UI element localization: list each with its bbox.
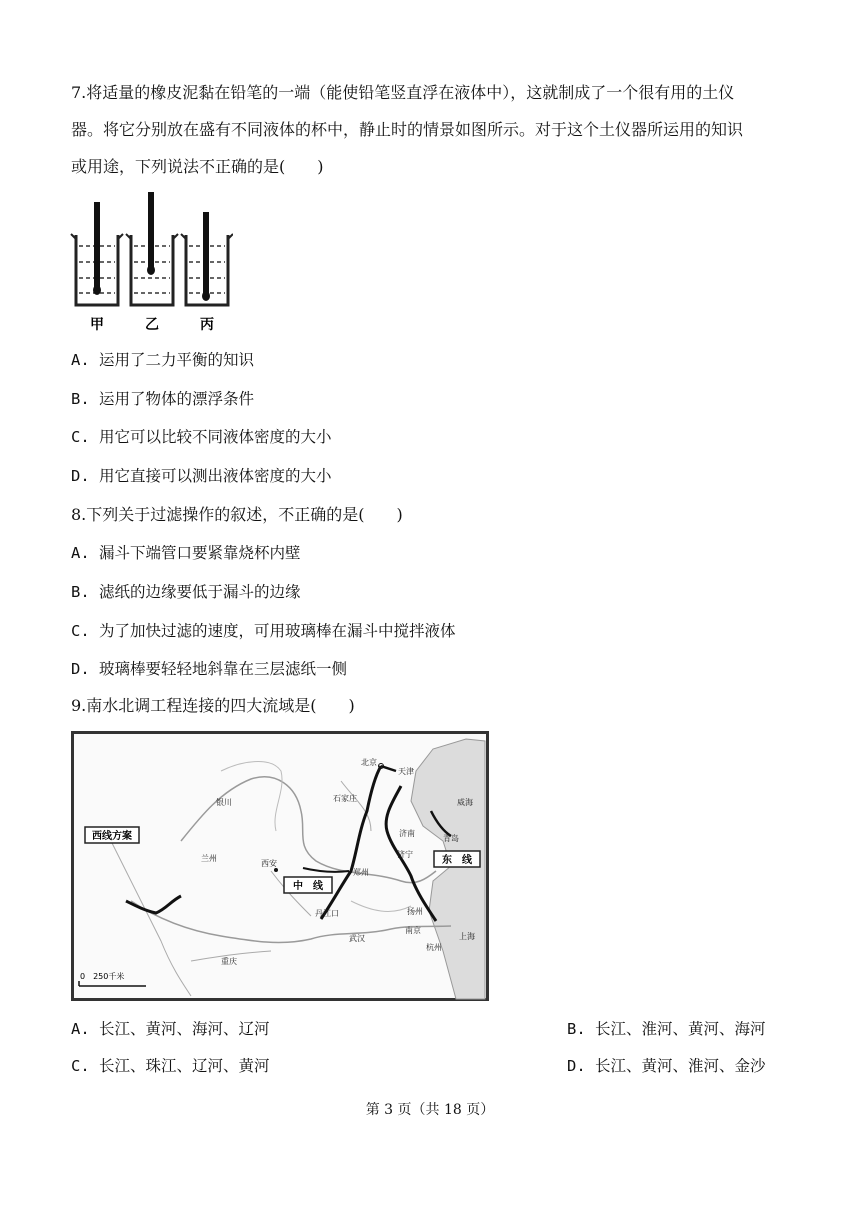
q9-option-b[interactable]: B. 长江、淮河、黄河、海河 (567, 1020, 766, 1038)
label-jia: 甲 (90, 317, 104, 333)
q9-map-south-north-water (71, 731, 489, 1001)
label-bing: 丙 (200, 317, 214, 333)
city-chongqing: 重庆 (221, 957, 237, 966)
city-jining: 济宁 (397, 850, 413, 859)
q8-option-c[interactable]: C. 为了加快过滤的速度，可用玻璃棒在漏斗中搅拌液体 (71, 622, 456, 640)
beaker-yi (126, 192, 178, 305)
city-xian: 西安 (261, 859, 277, 868)
city-wuhan: 武汉 (349, 934, 365, 943)
q9-option-d[interactable]: D. 长江、黄河、淮河、金沙 (567, 1057, 766, 1075)
city-shanghai: 上海 (459, 932, 475, 941)
city-hangzhou: 杭州 (426, 943, 442, 952)
label-middle-route: 中 线 (293, 881, 323, 892)
beaker-jia (71, 202, 123, 305)
city-beijing: 北京 (361, 758, 377, 767)
q8-option-d[interactable]: D. 玻璃棒要轻轻地斜靠在三层滤纸一侧 (71, 660, 348, 678)
city-yinchuan: 银川 (216, 798, 232, 807)
city-zhengzhou: 郑州 (353, 868, 369, 877)
q7-option-c[interactable]: C. 用它可以比较不同液体密度的大小 (71, 428, 332, 446)
label-yi: 乙 (145, 317, 159, 333)
q7-figure-beakers (68, 190, 233, 335)
city-yangzhou: 扬州 (407, 907, 423, 916)
label-east-route: 东 线 (442, 855, 472, 866)
q7-option-b[interactable]: B. 运用了物体的漂浮条件 (71, 390, 255, 408)
q8-stem: 8.下列关于过滤操作的叙述，不正确的是( ) (71, 505, 403, 524)
city-nanjing: 南京 (405, 926, 421, 935)
city-shijiazhuang: 石家庄 (333, 794, 357, 803)
q7-option-a[interactable]: A. 运用了二力平衡的知识 (71, 351, 255, 369)
beaker-bing (181, 212, 233, 305)
q9-option-c[interactable]: C. 长江、珠江、辽河、黄河 (71, 1057, 270, 1075)
city-jinan: 济南 (399, 829, 415, 838)
q7-option-d[interactable]: D. 用它直接可以测出液体密度的大小 (71, 467, 332, 485)
q9-option-a[interactable]: A. 长江、黄河、海河、辽河 (71, 1020, 270, 1038)
q7-stem-line-3: 或用途，下列说法不正确的是( ) (71, 157, 324, 176)
city-danjiangkou: 丹江口 (315, 909, 339, 918)
city-weihai: 威海 (457, 798, 473, 807)
q9-stem: 9.南水北调工程连接的四大流域是( ) (71, 696, 355, 715)
city-tianjin: 天津 (398, 767, 414, 776)
city-lanzhou: 兰州 (201, 854, 217, 863)
page-footer: 第 3 页（共 18 页） (365, 1102, 495, 1118)
city-qingdao: 青岛 (443, 834, 459, 843)
q7-stem-line-2: 器。将它分别放在盛有不同液体的杯中，静止时的情景如图所示。对于这个土仪器所运用的知识 (71, 120, 744, 139)
q8-option-b[interactable]: B. 滤纸的边缘要低于漏斗的边缘 (71, 583, 301, 601)
q7-stem-line-1: 7.将适量的橡皮泥黏在铅笔的一端（能使铅笔竖直浮在液体中），这就制成了一个很有用的土仪 (71, 83, 735, 102)
q8-option-a[interactable]: A. 漏斗下端管口要紧靠烧杯内壁 (71, 544, 301, 562)
map-scale: 0 250千米 (80, 972, 125, 981)
label-west-route: 西线方案 (92, 831, 132, 842)
